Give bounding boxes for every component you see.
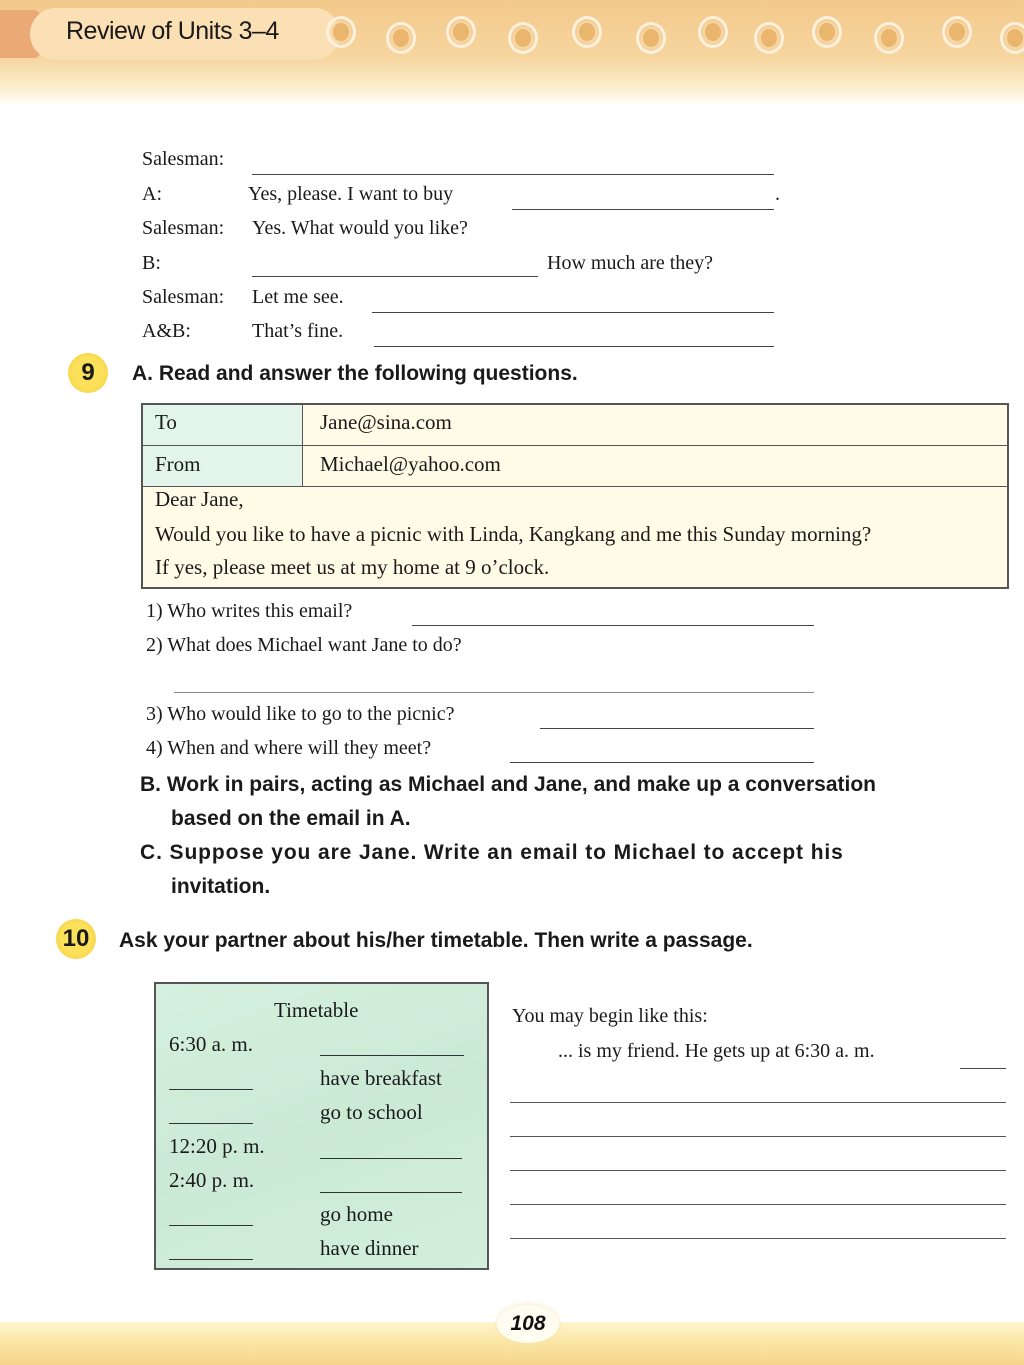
timetable-activity-blank[interactable] [320,1192,462,1193]
exercise9-part-b-instruction-cont: based on the email in A. [171,807,411,830]
ring-icon [636,22,666,54]
ring-icon [698,16,728,48]
answer-blank[interactable] [960,1068,1006,1069]
exercise-number-badge: 9 [68,353,108,393]
writing-line[interactable] [510,1238,1006,1239]
header-ring-decoration [326,12,1024,62]
email-to-label: To [143,405,303,446]
answer-blank[interactable] [252,276,538,277]
dialogue-line [142,217,782,247]
dialogue-line [142,252,782,282]
question-item: 3) Who would like to go to the picnic? [146,703,455,725]
email-greeting: Dear Jane, [155,487,244,511]
timetable-activity: have breakfast [320,1066,442,1090]
exercise9-part-c-instruction-cont: invitation. [171,875,271,898]
speaker-label: Salesman: [142,286,225,308]
ring-icon [874,22,904,54]
timetable-activity: go home [320,1202,393,1226]
speaker-label: B: [142,252,161,274]
dialogue-line [142,320,782,350]
timetable-time-blank[interactable] [169,1259,253,1260]
email-body-line: Would you like to have a picnic with Linda, Kangkang and me this Sunday morning? [155,522,872,546]
dialogue-text: Yes, please. I want to buy [248,183,454,205]
answer-blank[interactable] [372,312,774,313]
dialogue-line [142,286,782,316]
email-to-value: Jane@sina.com [303,405,1007,446]
question-item: 1) Who writes this email? [146,600,353,622]
exercise9-part-a-instruction: A. Read and answer the following questions. [132,362,578,385]
speaker-label: Salesman: [142,217,225,239]
begin-sentence: ... is my friend. He gets up at 6:30 a. m. [558,1040,875,1062]
email-from-label: From [143,446,303,487]
ring-icon [942,16,972,48]
page-number: 108 [497,1305,559,1343]
email-body-line: If yes, please meet us at my home at 9 o’clock. [155,555,550,579]
timetable-time: 12:20 p. m. [169,1134,265,1158]
dialogue-line [142,148,782,178]
timetable-time: 2:40 p. m. [169,1168,255,1192]
exercise9-part-c-instruction: C. Suppose you are Jane. Write an email to Michael to accept his [140,841,844,864]
timetable-activity: go to school [320,1100,423,1124]
writing-line[interactable] [510,1102,1006,1103]
writing-line[interactable] [510,1136,1006,1137]
question-item: 4) When and where will they meet? [146,737,432,759]
timetable-time-blank[interactable] [169,1089,253,1090]
answer-blank[interactable] [540,728,814,729]
ring-icon [446,16,476,48]
answer-blank[interactable] [510,762,814,763]
ring-icon [326,16,356,48]
answer-blank[interactable] [252,174,774,175]
timetable-box [154,982,489,1270]
exercise-number-badge: 10 [56,919,96,959]
page-header [0,0,1024,105]
ring-icon [386,22,416,54]
ring-icon [754,22,784,54]
timetable-time-blank[interactable] [169,1225,253,1226]
dialogue-text: Yes. What would you like? [252,217,468,239]
page-title: Review of Units 3–4 [66,17,279,45]
timetable-activity-blank[interactable] [320,1055,464,1056]
exercise9-part-b-instruction: B. Work in pairs, acting as Michael and Jane, and make up a conversation [140,773,877,796]
writing-line[interactable] [510,1204,1006,1205]
ring-icon [1000,22,1024,54]
dialogue-text: How much are they? [547,252,714,274]
timetable-title: Timetable [274,998,359,1022]
writing-line[interactable] [510,1170,1006,1171]
ring-icon [812,16,842,48]
ring-icon [572,16,602,48]
speaker-label: A&B: [142,320,191,342]
email-from-value: Michael@yahoo.com [303,446,1007,487]
speaker-label: A: [142,183,162,205]
ring-icon [508,22,538,54]
exercise10-instruction: Ask your partner about his/her timetable. Then write a passage. [119,929,753,952]
timetable-activity: have dinner [320,1236,419,1260]
answer-blank[interactable] [412,625,814,626]
dialogue-text: That’s fine. [252,320,344,342]
email-table [141,403,1009,589]
timetable-activity-blank[interactable] [320,1158,462,1159]
timetable-time-blank[interactable] [169,1123,253,1124]
answer-blank[interactable] [174,692,814,693]
answer-blank[interactable] [512,209,774,210]
speaker-label: Salesman: [142,148,225,170]
answer-blank[interactable] [374,346,774,347]
question-item: 2) What does Michael want Jane to do? [146,634,462,656]
dialogue-text: Let me see. [252,286,344,308]
timetable-time: 6:30 a. m. [169,1032,253,1056]
begin-label: You may begin like this: [512,1005,708,1027]
dialogue-line [142,183,782,213]
dialogue-punct: . [775,183,780,205]
